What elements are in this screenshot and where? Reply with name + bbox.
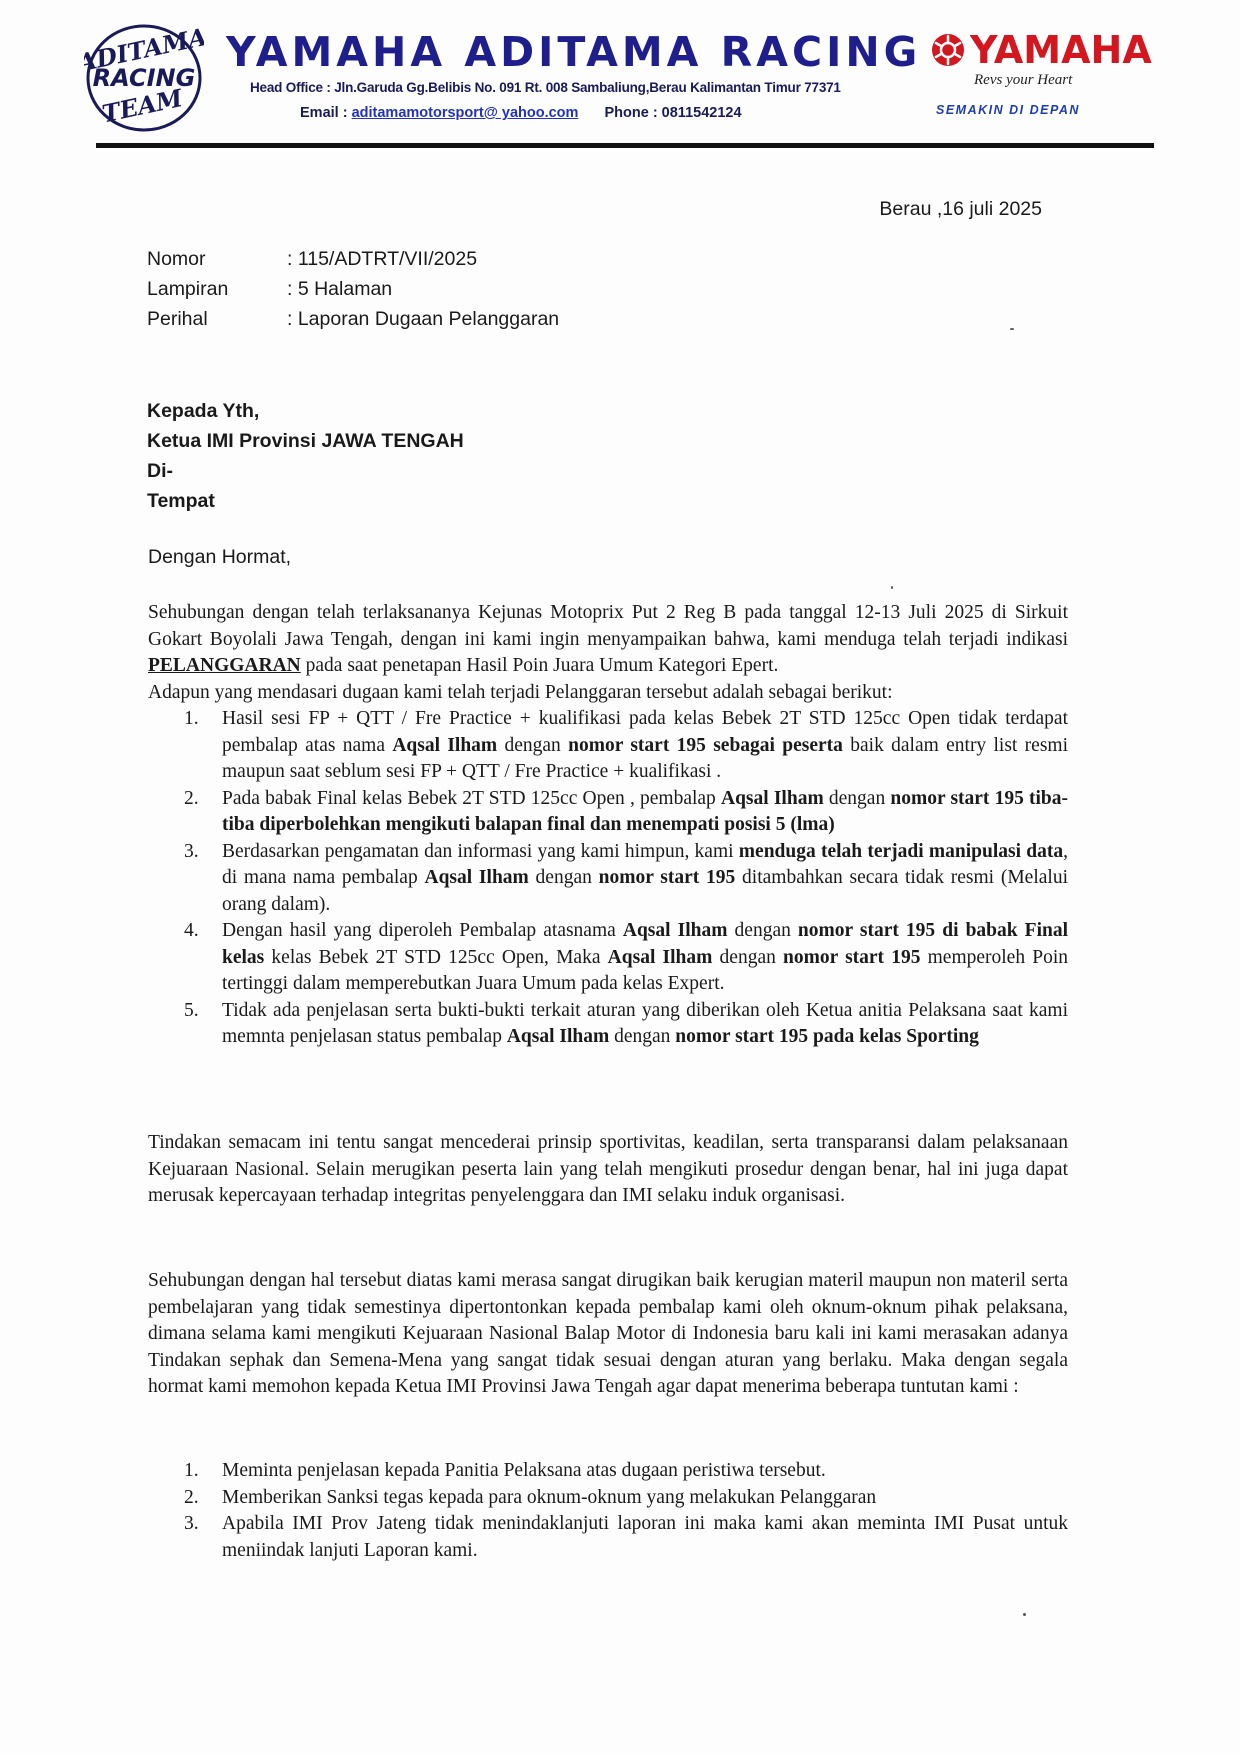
- emphasis-text: nomor start 195 tiba-tiba diperbolehkan mengikuti balapan final dan menempati posisi 5 (lma): [222, 787, 1069, 835]
- violation-point: [148, 706, 1068, 786]
- emphasis-text: nomor start 195: [598, 867, 736, 888]
- phone-number: Phone : 0811542124: [604, 105, 742, 121]
- violation-emphasis: PELANGGARAN: [148, 655, 301, 676]
- basis-paragraph: Adapun yang mendasari dugaan kami telah terjadi Pelanggaran tersebut adalah sebagai berikut:: [148, 681, 893, 703]
- logo-text-mid: RACING: [92, 64, 196, 92]
- point-text: dengan: [609, 1026, 676, 1047]
- point-text: ditambahkan secara tidak resmi (Melalui orang dalam).: [222, 867, 1068, 915]
- meta-number: [147, 248, 477, 271]
- emphasis-text: Aqsal Ilham: [506, 1026, 610, 1047]
- point-text: Dengan hasil yang diperoleh Pembalap atasnama: [222, 920, 623, 941]
- list-number: 2.: [184, 787, 199, 809]
- list-number: 3.: [184, 840, 199, 862]
- point-text: Pada babak Final kelas Bebek 2T STD 125cc Open , pembalap: [222, 787, 721, 809]
- contact-line: [300, 105, 742, 121]
- point-text: dengan: [823, 787, 891, 809]
- emphasis-text: nomor start 195 pada kelas Sporting: [675, 1026, 979, 1047]
- violation-point: [148, 839, 1068, 919]
- organization-name: YAMAHA ADITAMA RACING: [226, 28, 922, 76]
- point-text: dengan: [497, 734, 569, 756]
- emphasis-text: nomor start 195 di babak Final kelas: [222, 920, 1069, 968]
- list-number: 1.: [184, 708, 199, 729]
- emphasis-text: nomor start 195 sebagai peserta: [568, 734, 843, 756]
- point-text: baik dalam entry list resmi maupun saat seblum sesi FP + QTT / Fre Practice + kualifikasi .: [222, 734, 1068, 782]
- demand-paragraph: Sehubungan dengan hal tersebut diatas kami merasa sangat dirugikan baik kerugian materil maupun non materil serta pembelajaran yang tidak semestinya dipertontonkan kepada pembalap kami oleh oknum-oknum pihak pelaksana, dimana selama kami mengikuti Kejuaraan Nasional Balap Motor di Indonesia baru kali ini kami merasakan adanya Tindakan sephak dan Semena-Mena yang sangat tidak sesuai dengan aturan yang berlaku. Maka dengan segala hormat kami memohon kepada Ketua IMI Provinsi Jawa Tengah agar dapat menerima beberapa tuntutan kami :: [148, 1270, 1068, 1397]
- point-text: dengan: [727, 920, 798, 941]
- meta-label: Nomor: [147, 248, 206, 270]
- brand-tagline: Revs your Heart: [974, 72, 1073, 88]
- list-number: 2.: [184, 1486, 199, 1508]
- emphasis-text: nomor start 195: [783, 946, 921, 968]
- point-text: dengan: [712, 946, 784, 968]
- intro-paragraph: [148, 600, 1068, 680]
- violation-point: [148, 918, 1068, 998]
- intro-block: [148, 600, 1068, 1051]
- email-label: Email :: [300, 105, 348, 121]
- brand-slogan: SEMAKIN DI DEPAN: [936, 103, 1080, 117]
- email-link[interactable]: aditamamotorsport@ yahoo.com: [351, 105, 579, 121]
- intro-text: Sehubungan dengan telah terlaksananya Kejunas Motoprix Put 2 Reg B pada tanggal 12-13 Juli 2025 di Sirkuit Gokart Boyolali Jawa Tengah, dengan ini kami ingin menyampaikan bahwa, kami menduga telah terjadi indikasi: [148, 602, 1068, 650]
- point-text: Hasil sesi FP + QTT / Fre Practice + kualifikasi pada kelas Bebek 2T STD 125cc Open tidak terdapat pembalap atas nama: [222, 708, 1068, 756]
- yamaha-wordmark: YAMAHA: [970, 28, 1152, 72]
- salutation: Dengan Hormat,: [148, 546, 292, 568]
- letterhead-divider: [96, 143, 1154, 148]
- meta-subject: [147, 308, 559, 331]
- demand-text: Meminta penjelasan kepada Panitia Pelaksana atas dugaan peristiwa tersebut.: [222, 1460, 826, 1481]
- violation-point: [148, 786, 1068, 839]
- point-text: dengan: [528, 867, 599, 888]
- letter-date: Berau ,16 juli 2025: [879, 198, 1042, 220]
- meta-value: : 5 Halaman: [287, 278, 393, 300]
- emphasis-text: Aqsal Ilham: [424, 867, 529, 888]
- yamaha-tuning-fork-icon: [930, 32, 966, 68]
- point-text: memperoleh Poin tertinggi dalam memperebutkan Juara Umum pada kelas Expert.: [222, 946, 1069, 994]
- head-office-address: Head Office : Jln.Garuda Gg.Belibis No. 091 Rt. 008 Sambaliung,Berau Kalimantan Timur 77371: [250, 80, 841, 95]
- emphasis-text: Aqsal Ilham: [392, 734, 498, 756]
- scan-speck: [891, 586, 893, 589]
- demand-text: Apabila IMI Prov Jateng tidak menindaklanjuti laporan ini maka kami akan meminta IMI Pusat untuk meniindak lanjuti Laporan kami.: [222, 1513, 1068, 1561]
- point-text: Berdasarkan pengamatan dan informasi yang kami himpun, kami: [222, 840, 739, 862]
- intro-text-end: pada saat penetapan Hasil Poin Juara Umum Kategori Epert.: [300, 655, 779, 676]
- demand-item: [148, 1485, 1068, 1512]
- list-number: 1.: [184, 1460, 199, 1481]
- list-number: 5.: [184, 999, 199, 1021]
- demands-list: [148, 1458, 1068, 1564]
- recipient-line: Di-: [147, 460, 173, 482]
- team-logo: [84, 22, 204, 134]
- recipient-line: Kepada Yth,: [147, 400, 260, 422]
- demands-block: [148, 1458, 1068, 1564]
- meta-label: Perihal: [147, 308, 208, 330]
- meta-value: : 115/ADTRT/VII/2025: [287, 248, 478, 270]
- emphasis-text: Aqsal Ilham: [720, 787, 824, 809]
- list-number: 3.: [184, 1513, 199, 1534]
- emphasis-text: menduga telah terjadi manipulasi data: [738, 840, 1064, 862]
- demand-item: [148, 1511, 1068, 1564]
- demand-text: Memberikan Sanksi tegas kepada para oknum-oknum yang melakukan Pelanggaran: [222, 1486, 877, 1508]
- point-text: Tidak ada penjelasan serta bukti-bukti terkait aturan yang diberikan oleh Ketua anitia Pelaksana saat kami memnta penjelasan status pembalap: [222, 999, 1068, 1047]
- logo-text-top: ADITAMA: [84, 22, 204, 78]
- scan-speck: [1023, 1613, 1026, 1616]
- point-text: , di mana nama pembalap: [222, 840, 1068, 888]
- recipient-line: Ketua IMI Provinsi JAWA TENGAH: [147, 430, 464, 452]
- action-paragraph: Tindakan semacam ini tentu sangat mencederai prinsip sportivitas, keadilan, serta transparansi dalam pelaksanaan Kejuaraan Nasional. Selain merugikan peserta lain yang telah mengikuti prosedur dengan benar, hal ini juga dapat merusak kepercayaan terhadap integritas penyelenggara dan IMI selaku induk organisasi.: [148, 1132, 1068, 1206]
- emphasis-text: Aqsal Ilham: [622, 920, 728, 941]
- point-text: kelas Bebek 2T STD 125cc Open, Maka: [264, 946, 608, 968]
- violation-points-list: [148, 706, 1068, 1051]
- yamaha-brand-block: [930, 28, 1152, 128]
- meta-value: : Laporan Dugaan Pelanggaran: [287, 308, 560, 330]
- scan-speck: [1010, 328, 1014, 330]
- demand-item: [148, 1458, 1068, 1485]
- logo-text-bottom: TEAM: [99, 83, 186, 129]
- emphasis-text: Aqsal Ilham: [607, 946, 713, 968]
- list-number: 4.: [184, 920, 199, 941]
- recipient-line: Tempat: [147, 490, 215, 512]
- meta-attachment: [147, 278, 392, 301]
- violation-point: [148, 998, 1068, 1051]
- meta-label: Lampiran: [147, 278, 229, 300]
